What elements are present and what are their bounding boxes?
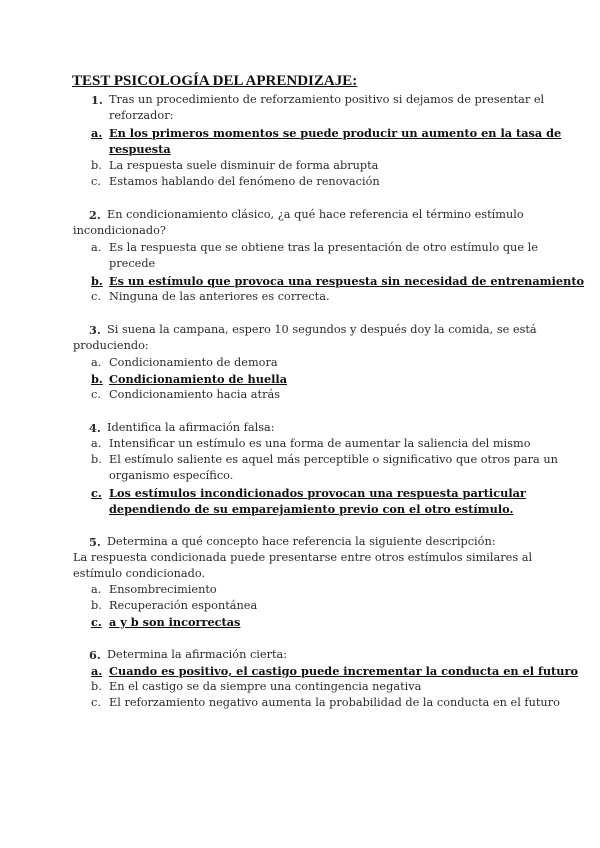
option-text: Ensombrecimiento (109, 583, 217, 596)
option-correct: a y b son incorrectas (109, 615, 241, 629)
option-label: b. (91, 599, 102, 612)
option-text: Intensificar un estímulo es una forma de aumentar la saliencia del mismo (109, 437, 531, 450)
question-number: 5. (89, 535, 101, 549)
option-label: c. (91, 615, 102, 629)
question-prompt: La respuesta condicionada puede presentarse entre otros estímulos similares al (73, 551, 533, 564)
option-label: a. (91, 126, 103, 140)
option-label: c. (91, 388, 101, 401)
option-label: c. (91, 486, 102, 500)
question-prompt: En condicionamiento clásico, ¿a qué hace referencia el término estímulo (107, 208, 524, 221)
option-text: organismo específico. (109, 469, 234, 482)
option-correct: Los estímulos incondicionados provocan una respuesta particular (109, 486, 526, 500)
option-label: b. (91, 372, 103, 386)
option-correct: Condicionamiento de huella (109, 372, 288, 386)
option-correct: Es un estímulo que provoca una respuesta sin necesidad de entrenamiento (109, 274, 585, 288)
question-number: 6. (89, 648, 101, 662)
option-correct: En los primeros momentos se puede producir un aumento en la tasa de (109, 126, 562, 140)
question-number: 4. (89, 421, 101, 435)
option-label: c. (91, 696, 101, 709)
option-text: precede (109, 257, 156, 270)
option-text: La respuesta suele disminuir de forma abrupta (109, 159, 379, 172)
option-correct: respuesta (109, 142, 171, 156)
question-number: 1. (91, 93, 103, 107)
option-text: El estímulo saliente es aquel más perceptible o significativo que otros para un (109, 453, 558, 466)
option-label: b. (91, 680, 102, 693)
option-text: Es la respuesta que se obtiene tras la presentación de otro estímulo que le (109, 241, 538, 254)
question-prompt: Tras un procedimiento de reforzamiento positivo si dejamos de presentar el (109, 93, 545, 106)
option-text: Condicionamiento de demora (109, 356, 278, 369)
question-prompt: Determina la afirmación cierta: (107, 648, 288, 661)
question-number: 3. (89, 323, 101, 337)
question-prompt: incondicionado? (73, 224, 166, 237)
option-label: b. (91, 274, 103, 288)
option-text: Recuperación espontánea (109, 599, 258, 612)
option-label: a. (91, 356, 102, 369)
option-text: Ninguna de las anteriores es correcta. (109, 290, 330, 303)
question-prompt: Identifica la afirmación falsa: (107, 421, 275, 434)
page-title: TEST PSICOLOGÍA DEL APRENDIZAJE: (72, 73, 358, 89)
option-label: a. (91, 583, 102, 596)
option-label: a. (91, 241, 102, 254)
question-prompt: reforzador: (109, 109, 174, 122)
option-label: b. (91, 159, 102, 172)
option-label: b. (91, 453, 102, 466)
option-text: Estamos hablando del fenómeno de renovación (109, 175, 380, 188)
option-text: Condicionamiento hacia atrás (109, 388, 281, 401)
option-correct: dependiendo de su emparejamiento previo con el otro estímulo. (109, 502, 514, 516)
question-prompt: produciendo: (73, 339, 149, 352)
question-prompt: estímulo condicionado. (73, 567, 206, 580)
option-label: a. (91, 437, 102, 450)
option-correct: Cuando es positivo, el castigo puede incrementar la conducta en el futuro (109, 664, 578, 678)
question-prompt: Si suena la campana, espero 10 segundos y después doy la comida, se está (107, 323, 537, 336)
option-label: c. (91, 175, 101, 188)
option-label: c. (91, 290, 101, 303)
option-text: El reforzamiento negativo aumenta la probabilidad de la conducta en el futuro (109, 696, 560, 709)
question-prompt: Determina a qué concepto hace referencia la siguiente descripción: (107, 535, 496, 548)
option-text: En el castigo se da siempre una contingencia negativa (109, 680, 422, 693)
option-label: a. (91, 664, 103, 678)
question-number: 2. (89, 208, 101, 222)
